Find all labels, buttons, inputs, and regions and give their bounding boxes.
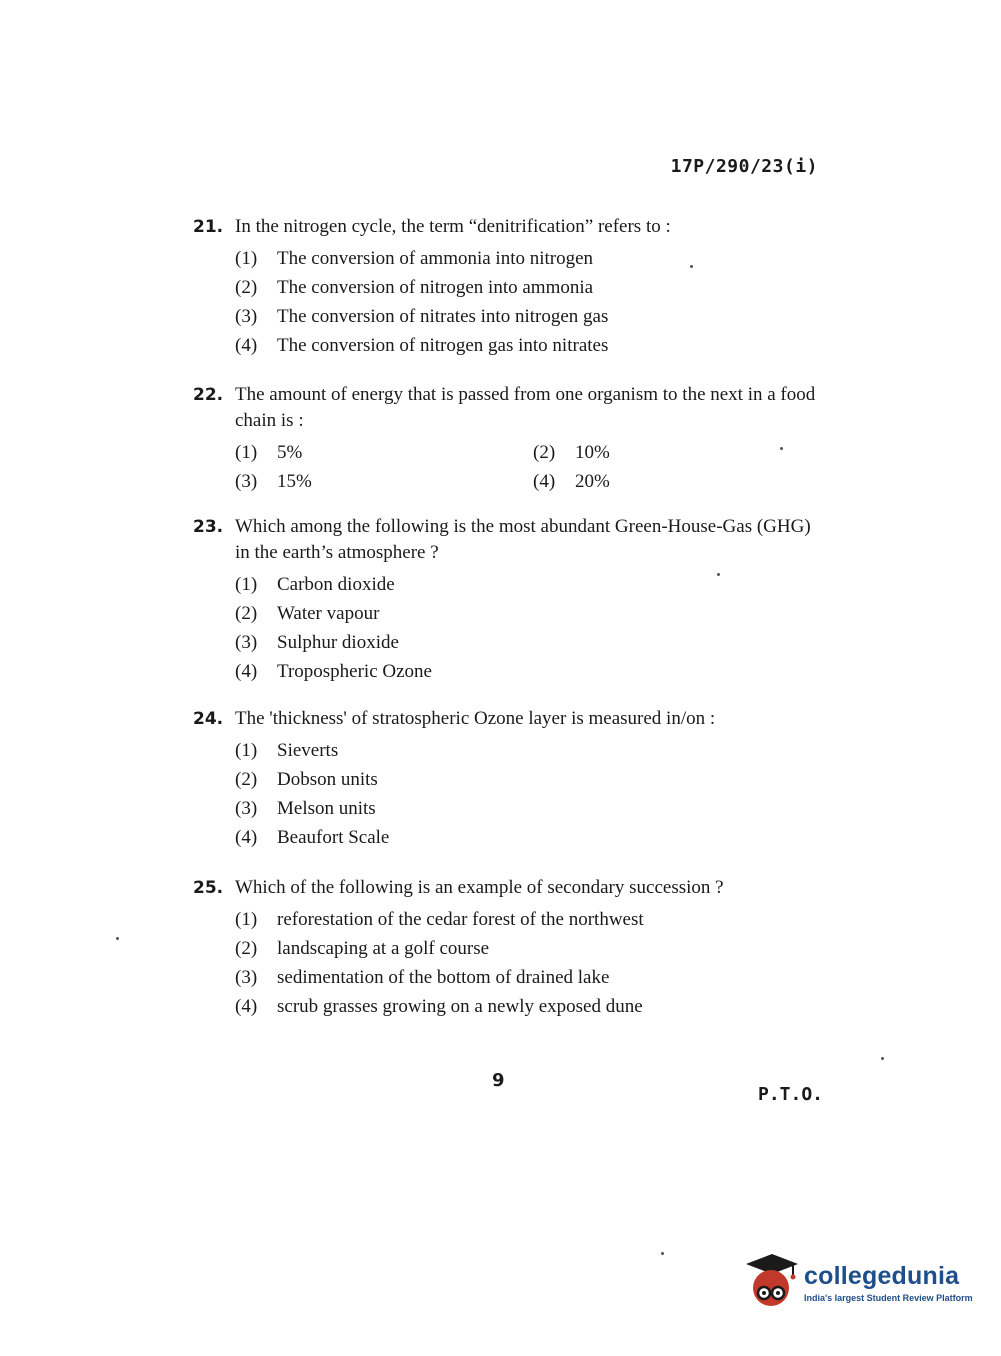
option-number: (4) <box>235 827 258 848</box>
option <box>235 570 823 599</box>
question-number: 23. <box>193 517 224 537</box>
question-text: Which of the following is an example of secondary succession ? <box>235 877 724 898</box>
option-text: 15% <box>277 471 312 492</box>
option-number: (2) <box>235 938 258 959</box>
option <box>235 599 823 628</box>
question-text: In the nitrogen cycle, the term “denitrification” refers to : <box>235 216 671 237</box>
option <box>235 467 533 496</box>
option-text: The conversion of nitrogen gas into nitrates <box>277 335 609 356</box>
option-text: scrub grasses growing on a newly exposed dune <box>277 996 643 1017</box>
option <box>235 992 823 1021</box>
scan-speck <box>661 1252 664 1255</box>
option-number: (3) <box>235 967 258 988</box>
question-25 <box>193 875 823 1021</box>
option-text: Sulphur dioxide <box>277 632 399 653</box>
option-text: Dobson units <box>277 769 378 790</box>
option-number: (4) <box>235 335 258 356</box>
option-text: sedimentation of the bottom of drained lake <box>277 967 610 988</box>
option-number: (1) <box>235 574 258 595</box>
option-number: (1) <box>235 248 258 269</box>
question-21 <box>193 214 823 360</box>
option-text: Beaufort Scale <box>277 827 390 848</box>
option-number: (3) <box>235 632 258 653</box>
question-22 <box>193 382 823 496</box>
option-text: 5% <box>277 442 303 463</box>
option <box>235 765 823 794</box>
brand-name: collegedunia <box>804 1261 960 1290</box>
question-number: 25. <box>193 878 224 898</box>
scan-speck <box>116 937 119 940</box>
scan-speck <box>780 447 783 450</box>
option-number: (2) <box>235 769 258 790</box>
question-number: 21. <box>193 217 224 237</box>
question-24 <box>193 706 823 852</box>
page-number: 9 <box>492 1070 505 1091</box>
option-number: (2) <box>533 442 556 463</box>
option-text: 20% <box>575 471 610 492</box>
option-number: (1) <box>235 909 258 930</box>
brand-tagline: India's largest Student Review Platform <box>804 1292 973 1303</box>
question-text: Which among the following is the most abundant Green-House-Gas (GHG) in the earth’s atmosphere ? <box>235 516 811 563</box>
option <box>533 467 733 496</box>
scan-speck <box>881 1057 884 1060</box>
option <box>235 905 823 934</box>
brand-watermark <box>742 1250 973 1314</box>
option <box>235 963 823 992</box>
option-number: (3) <box>235 306 258 327</box>
graduate-mascot-icon <box>742 1250 800 1314</box>
option-number: (3) <box>235 798 258 819</box>
option-text: Sieverts <box>277 740 339 761</box>
question-text: The amount of energy that is passed from one organism to the next in a food chain is : <box>235 384 816 431</box>
question-text: The 'thickness' of stratospheric Ozone layer is measured in/on : <box>235 708 716 729</box>
option-number: (4) <box>235 661 258 682</box>
scan-speck <box>717 573 720 576</box>
option-text: Carbon dioxide <box>277 574 395 595</box>
option-text: The conversion of ammonia into nitrogen <box>277 248 594 269</box>
option <box>235 302 823 331</box>
option-text: Water vapour <box>277 603 380 624</box>
option-number: (3) <box>235 471 258 492</box>
option-text: The conversion of nitrates into nitrogen gas <box>277 306 609 327</box>
option <box>235 934 823 963</box>
question-number: 22. <box>193 385 224 405</box>
option <box>235 438 533 467</box>
option-number: (4) <box>235 996 258 1017</box>
option <box>235 273 823 302</box>
scan-speck <box>690 265 693 268</box>
option-number: (1) <box>235 442 258 463</box>
option-text: reforestation of the cedar forest of the northwest <box>277 909 644 930</box>
option <box>235 823 823 852</box>
option <box>235 244 823 273</box>
option <box>235 628 823 657</box>
option-number: (2) <box>235 277 258 298</box>
pto-label: P.T.O. <box>758 1084 824 1105</box>
option-text: 10% <box>575 442 610 463</box>
option-number: (2) <box>235 603 258 624</box>
option <box>533 438 733 467</box>
option <box>235 657 823 686</box>
option-text: Tropospheric Ozone <box>277 661 432 682</box>
question-23 <box>193 514 823 686</box>
question-number: 24. <box>193 709 224 729</box>
option-number: (4) <box>533 471 556 492</box>
option <box>235 794 823 823</box>
option-text: The conversion of nitrogen into ammonia <box>277 277 594 298</box>
option <box>235 736 823 765</box>
option-number: (1) <box>235 740 258 761</box>
paper-code: 17P/290/23(i) <box>670 156 818 177</box>
option-text: landscaping at a golf course <box>277 938 490 959</box>
option <box>235 331 823 360</box>
option-text: Melson units <box>277 798 376 819</box>
